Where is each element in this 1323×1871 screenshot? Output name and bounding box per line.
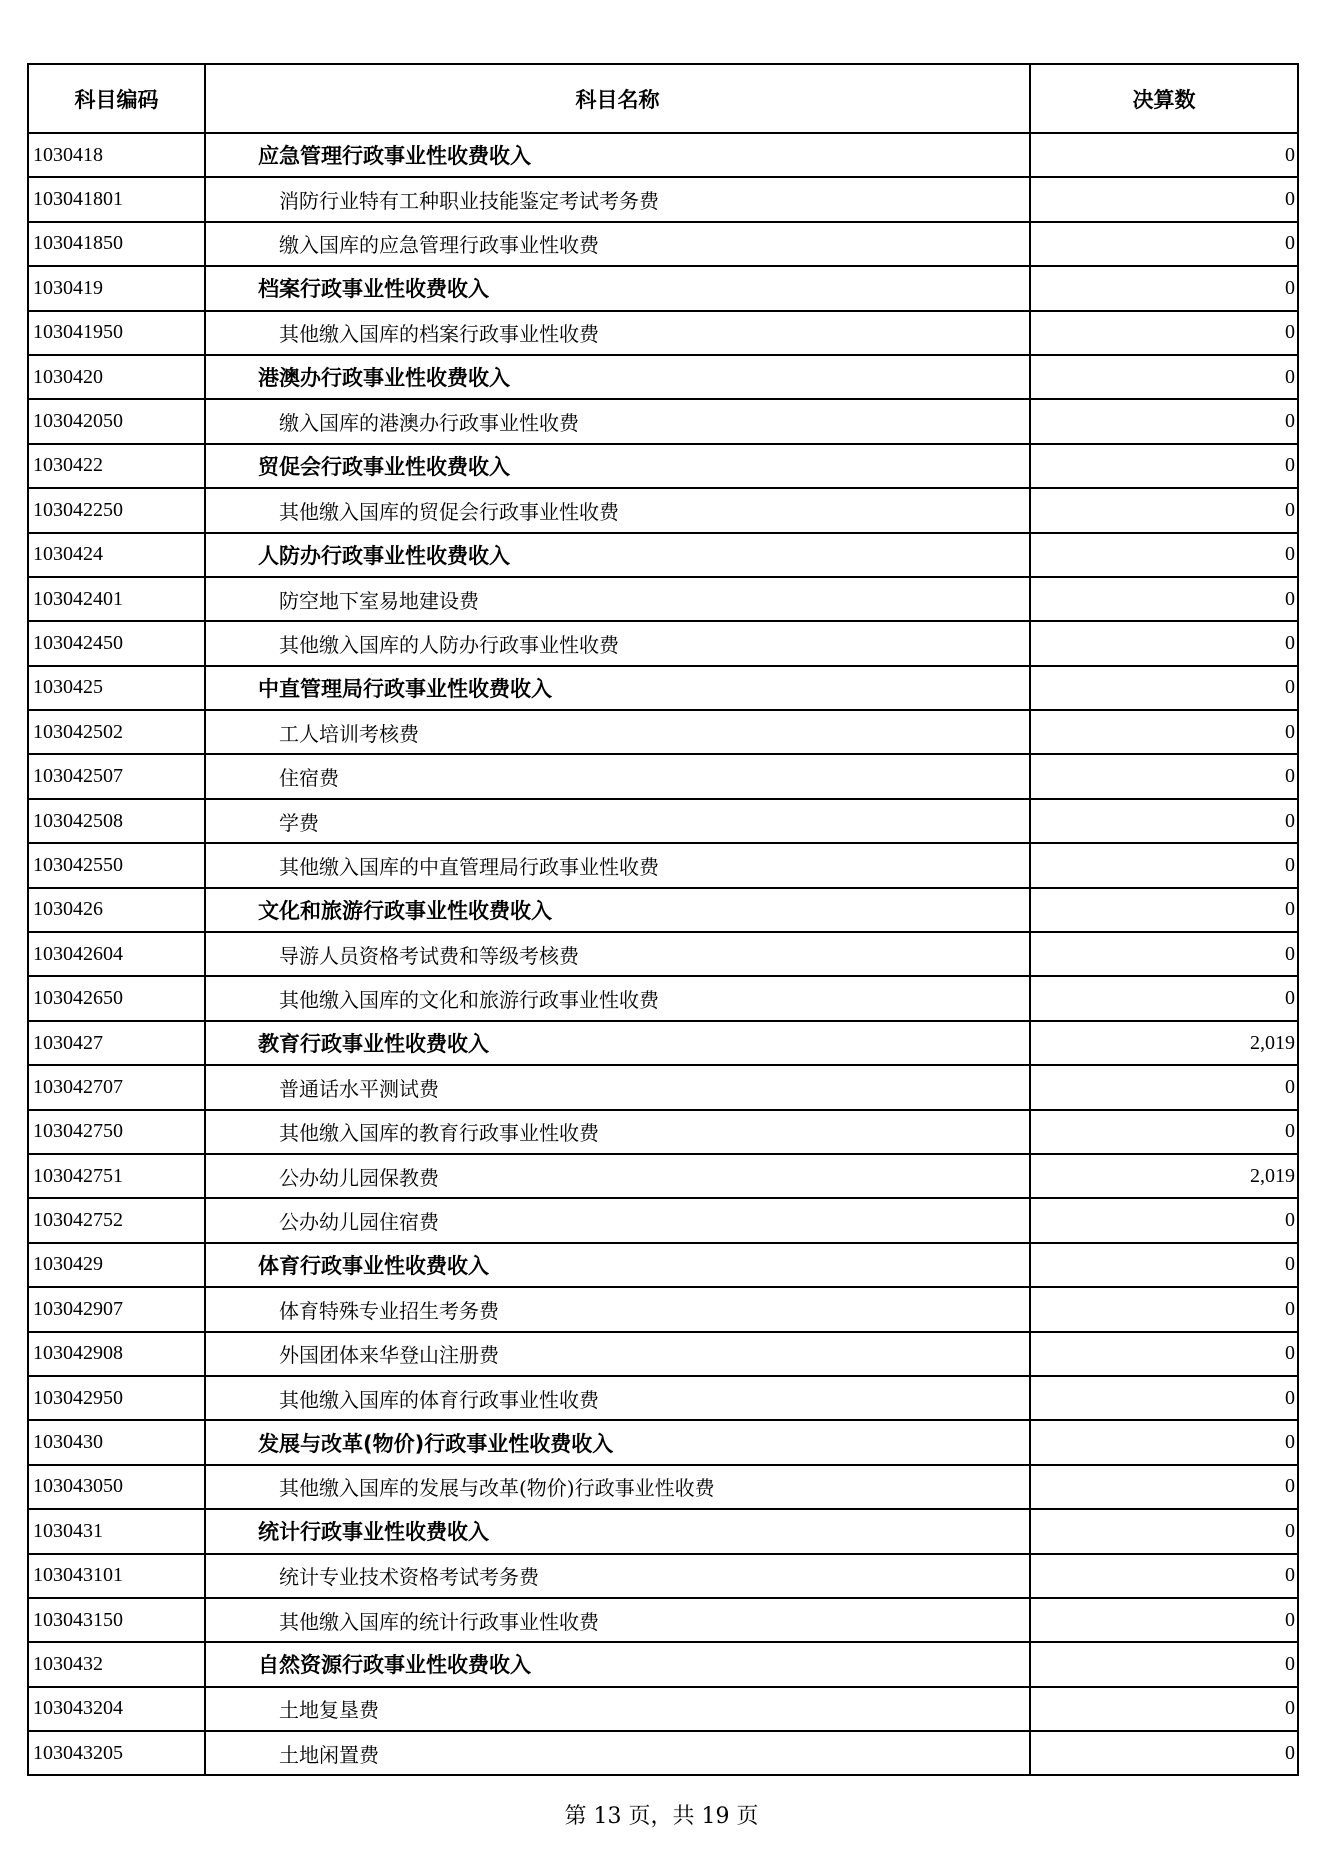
row-code: 103042604 — [28, 932, 205, 976]
row-value: 2,019 — [1030, 1154, 1298, 1198]
row-code: 103042908 — [28, 1332, 205, 1376]
row-name: 其他缴入国库的档案行政事业性收费 — [205, 311, 1030, 355]
row-name: 普通话水平测试费 — [205, 1065, 1030, 1109]
row-name: 土地复垦费 — [205, 1687, 1030, 1731]
row-value: 0 — [1030, 1110, 1298, 1154]
row-value: 0 — [1030, 1731, 1298, 1775]
row-value: 0 — [1030, 311, 1298, 355]
row-value: 0 — [1030, 355, 1298, 399]
row-value: 0 — [1030, 1554, 1298, 1598]
row-name: 发展与改革(物价)行政事业性收费收入 — [205, 1420, 1030, 1464]
row-name: 公办幼儿园保教费 — [205, 1154, 1030, 1198]
row-value: 0 — [1030, 1598, 1298, 1642]
table-row — [28, 177, 1298, 221]
row-value: 0 — [1030, 222, 1298, 266]
row-name: 工人培训考核费 — [205, 710, 1030, 754]
table-row — [28, 1287, 1298, 1331]
row-value: 0 — [1030, 1465, 1298, 1509]
table-row — [28, 266, 1298, 310]
row-name: 导游人员资格考试费和等级考核费 — [205, 932, 1030, 976]
table-row — [28, 1065, 1298, 1109]
row-value: 0 — [1030, 533, 1298, 577]
table-row — [28, 1554, 1298, 1598]
row-name: 缴入国库的应急管理行政事业性收费 — [205, 222, 1030, 266]
row-code: 103043050 — [28, 1465, 205, 1509]
table-row — [28, 1243, 1298, 1287]
row-name: 其他缴入国库的发展与改革(物价)行政事业性收费 — [205, 1465, 1030, 1509]
row-code: 1030432 — [28, 1642, 205, 1686]
table-row — [28, 1420, 1298, 1464]
row-value: 0 — [1030, 710, 1298, 754]
row-code: 103043205 — [28, 1731, 205, 1775]
table-row — [28, 577, 1298, 621]
row-name: 体育特殊专业招生考务费 — [205, 1287, 1030, 1331]
row-value: 0 — [1030, 976, 1298, 1020]
row-name: 其他缴入国库的中直管理局行政事业性收费 — [205, 843, 1030, 887]
row-name: 贸促会行政事业性收费收入 — [205, 444, 1030, 488]
row-value: 0 — [1030, 666, 1298, 710]
row-code: 103041850 — [28, 222, 205, 266]
row-code: 1030418 — [28, 133, 205, 177]
row-code: 103042950 — [28, 1376, 205, 1420]
row-value: 0 — [1030, 177, 1298, 221]
row-value: 0 — [1030, 1642, 1298, 1686]
row-name: 其他缴入国库的人防办行政事业性收费 — [205, 621, 1030, 665]
row-name: 其他缴入国库的文化和旅游行政事业性收费 — [205, 976, 1030, 1020]
row-code: 1030431 — [28, 1509, 205, 1553]
row-value: 0 — [1030, 1509, 1298, 1553]
table-row — [28, 621, 1298, 665]
row-value: 2,019 — [1030, 1021, 1298, 1065]
row-value: 0 — [1030, 754, 1298, 798]
row-name: 体育行政事业性收费收入 — [205, 1243, 1030, 1287]
table-header-row — [28, 64, 1298, 133]
row-value: 0 — [1030, 1198, 1298, 1242]
row-value: 0 — [1030, 1687, 1298, 1731]
row-code: 1030425 — [28, 666, 205, 710]
row-code: 103042250 — [28, 488, 205, 532]
table-row — [28, 799, 1298, 843]
table-row — [28, 133, 1298, 177]
table-row — [28, 932, 1298, 976]
row-code: 103042751 — [28, 1154, 205, 1198]
row-value: 0 — [1030, 399, 1298, 443]
row-name: 其他缴入国库的体育行政事业性收费 — [205, 1376, 1030, 1420]
header-value: 决算数 — [1030, 64, 1298, 133]
row-code: 103041801 — [28, 177, 205, 221]
row-code: 103041950 — [28, 311, 205, 355]
table-row — [28, 976, 1298, 1020]
table-row — [28, 888, 1298, 932]
row-name: 学费 — [205, 799, 1030, 843]
row-code: 103043204 — [28, 1687, 205, 1731]
row-name: 自然资源行政事业性收费收入 — [205, 1642, 1030, 1686]
row-code: 103042752 — [28, 1198, 205, 1242]
row-name: 防空地下室易地建设费 — [205, 577, 1030, 621]
row-code: 1030420 — [28, 355, 205, 399]
row-name: 文化和旅游行政事业性收费收入 — [205, 888, 1030, 932]
row-name: 中直管理局行政事业性收费收入 — [205, 666, 1030, 710]
row-name: 外国团体来华登山注册费 — [205, 1332, 1030, 1376]
row-value: 0 — [1030, 266, 1298, 310]
row-value: 0 — [1030, 444, 1298, 488]
table-row — [28, 710, 1298, 754]
row-code: 103042401 — [28, 577, 205, 621]
row-code: 1030419 — [28, 266, 205, 310]
row-code: 103042508 — [28, 799, 205, 843]
row-code: 103042550 — [28, 843, 205, 887]
row-value: 0 — [1030, 1376, 1298, 1420]
row-value: 0 — [1030, 1287, 1298, 1331]
budget-table — [27, 63, 1299, 1776]
table-row — [28, 444, 1298, 488]
row-name: 应急管理行政事业性收费收入 — [205, 133, 1030, 177]
table-row — [28, 488, 1298, 532]
row-code: 1030426 — [28, 888, 205, 932]
row-name: 住宿费 — [205, 754, 1030, 798]
row-value: 0 — [1030, 932, 1298, 976]
row-name: 港澳办行政事业性收费收入 — [205, 355, 1030, 399]
row-name: 人防办行政事业性收费收入 — [205, 533, 1030, 577]
row-code: 103042507 — [28, 754, 205, 798]
row-name: 教育行政事业性收费收入 — [205, 1021, 1030, 1065]
row-value: 0 — [1030, 1065, 1298, 1109]
row-code: 103042907 — [28, 1287, 205, 1331]
row-code: 1030422 — [28, 444, 205, 488]
row-name: 公办幼儿园住宿费 — [205, 1198, 1030, 1242]
row-code: 103043150 — [28, 1598, 205, 1642]
row-name: 消防行业特有工种职业技能鉴定考试考务费 — [205, 177, 1030, 221]
row-name: 其他缴入国库的贸促会行政事业性收费 — [205, 488, 1030, 532]
table-row — [28, 1687, 1298, 1731]
table-row — [28, 1021, 1298, 1065]
row-code: 1030427 — [28, 1021, 205, 1065]
table-row — [28, 1110, 1298, 1154]
table-row — [28, 533, 1298, 577]
row-name: 统计行政事业性收费收入 — [205, 1509, 1030, 1553]
row-value: 0 — [1030, 133, 1298, 177]
header-name: 科目名称 — [205, 64, 1030, 133]
row-name: 其他缴入国库的统计行政事业性收费 — [205, 1598, 1030, 1642]
row-code: 103042707 — [28, 1065, 205, 1109]
table-row — [28, 355, 1298, 399]
table-row — [28, 843, 1298, 887]
row-value: 0 — [1030, 1243, 1298, 1287]
row-value: 0 — [1030, 1332, 1298, 1376]
row-code: 103042502 — [28, 710, 205, 754]
table-row — [28, 754, 1298, 798]
row-value: 0 — [1030, 1420, 1298, 1464]
table-row — [28, 1465, 1298, 1509]
table-row — [28, 222, 1298, 266]
row-code: 103043101 — [28, 1554, 205, 1598]
row-code: 103042750 — [28, 1110, 205, 1154]
row-code: 1030430 — [28, 1420, 205, 1464]
table-row — [28, 1154, 1298, 1198]
table-row — [28, 1198, 1298, 1242]
row-code: 1030429 — [28, 1243, 205, 1287]
table-row — [28, 399, 1298, 443]
row-value: 0 — [1030, 799, 1298, 843]
row-value: 0 — [1030, 621, 1298, 665]
table-row — [28, 666, 1298, 710]
row-name: 统计专业技术资格考试考务费 — [205, 1554, 1030, 1598]
row-code: 103042050 — [28, 399, 205, 443]
row-name: 土地闲置费 — [205, 1731, 1030, 1775]
page-number: 第 13 页，共 19 页 — [564, 1804, 759, 1829]
row-code: 103042650 — [28, 976, 205, 1020]
row-value: 0 — [1030, 577, 1298, 621]
table-row — [28, 1509, 1298, 1553]
row-value: 0 — [1030, 888, 1298, 932]
header-code: 科目编码 — [28, 64, 205, 133]
table-row — [28, 1332, 1298, 1376]
table-row — [28, 1642, 1298, 1686]
table-row — [28, 1598, 1298, 1642]
table-row — [28, 1731, 1298, 1775]
row-code: 1030424 — [28, 533, 205, 577]
row-value: 0 — [1030, 488, 1298, 532]
row-code: 103042450 — [28, 621, 205, 665]
table-row — [28, 311, 1298, 355]
row-name: 其他缴入国库的教育行政事业性收费 — [205, 1110, 1030, 1154]
table-row — [28, 1376, 1298, 1420]
row-name: 档案行政事业性收费收入 — [205, 266, 1030, 310]
row-name: 缴入国库的港澳办行政事业性收费 — [205, 399, 1030, 443]
row-value: 0 — [1030, 843, 1298, 887]
